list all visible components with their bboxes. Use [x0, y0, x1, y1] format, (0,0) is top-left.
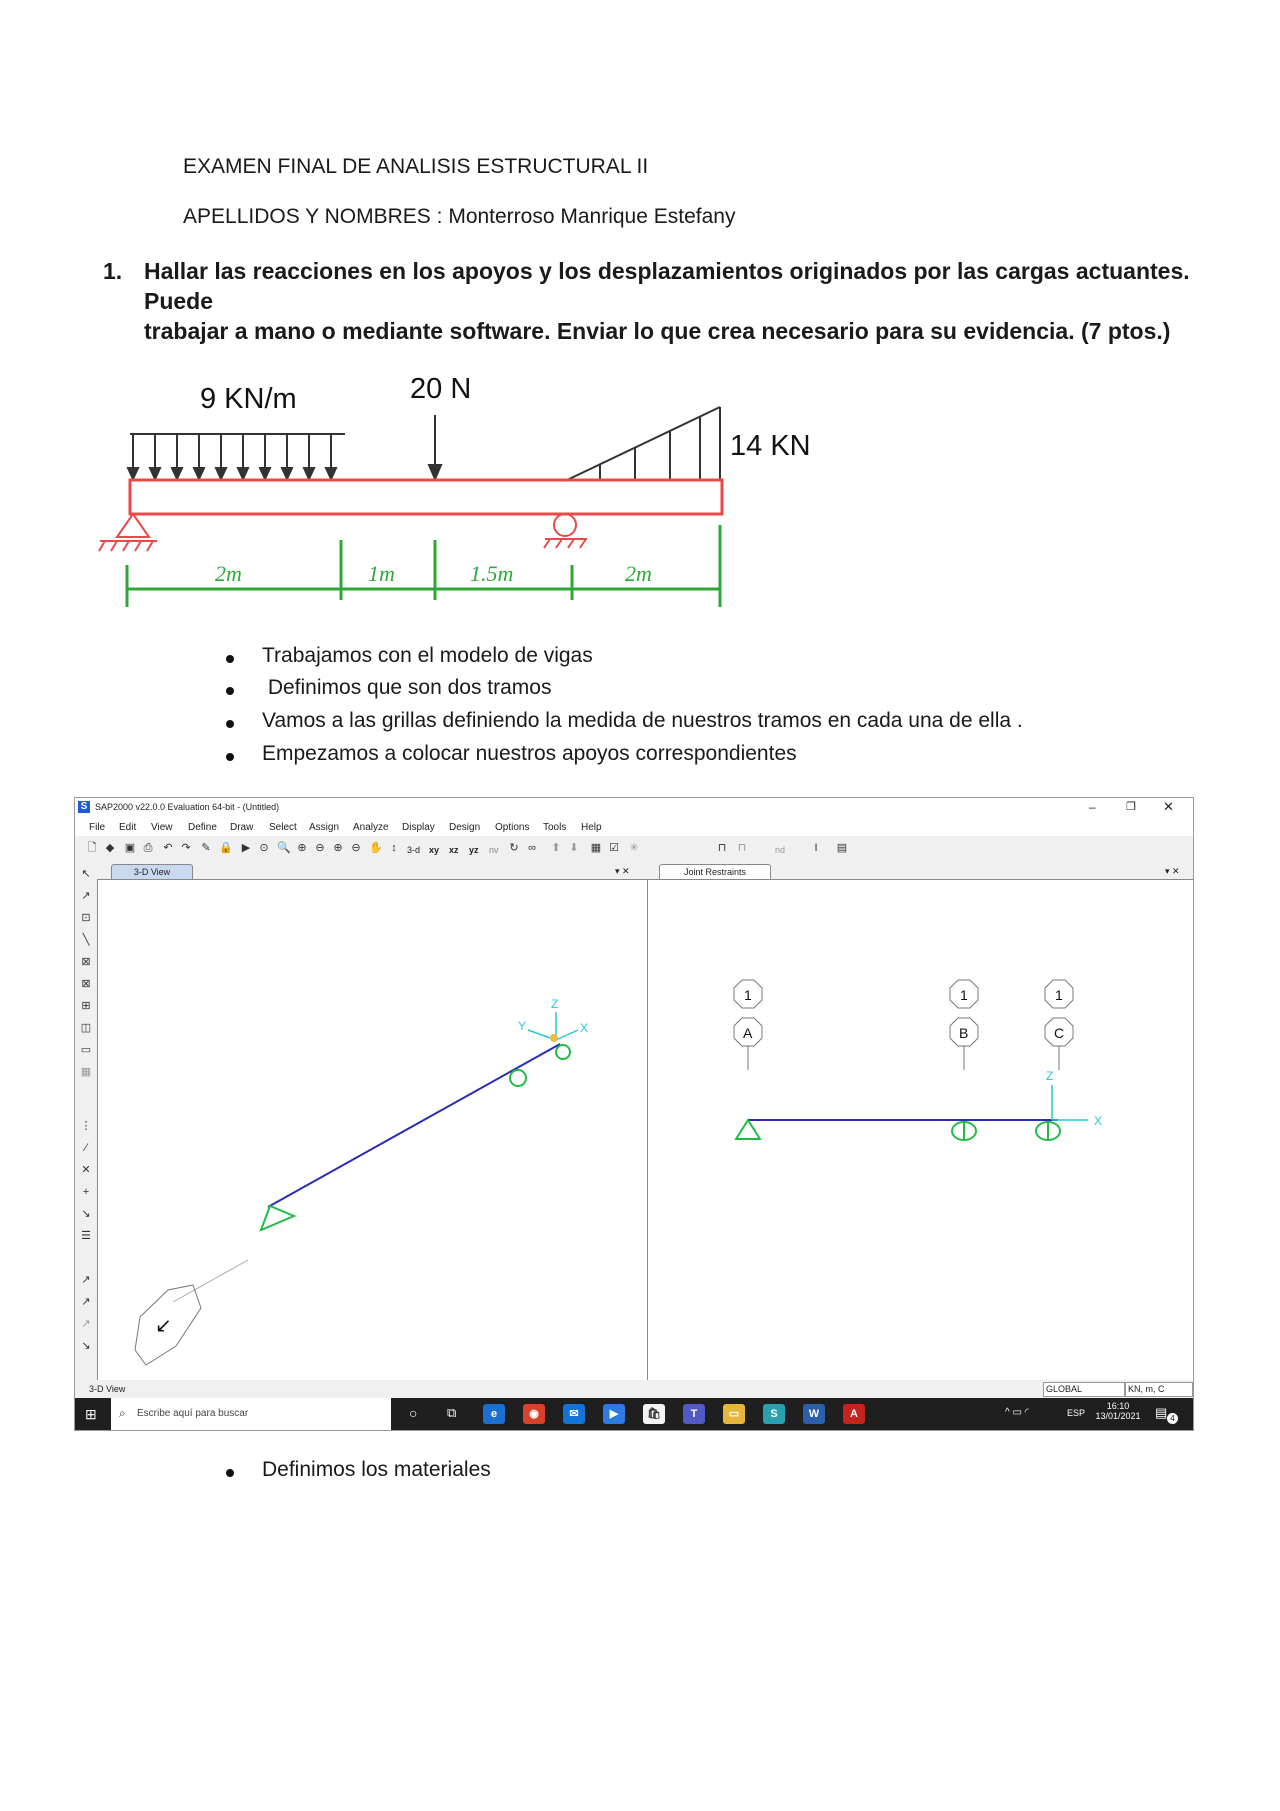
roller-support-2d	[952, 1122, 976, 1140]
dim-label-4: 2m	[625, 561, 652, 586]
status-view-label: 3-D View	[89, 1384, 126, 1394]
print-icon[interactable]: ⎙	[143, 842, 153, 854]
open-icon[interactable]: ◆	[105, 842, 115, 854]
cursor-a-icon[interactable]: ↗	[81, 1274, 91, 1286]
menu-analyze[interactable]: Analyze	[353, 822, 389, 833]
left-toolbar	[75, 860, 97, 1380]
grid-bubble-num-b: 1	[960, 987, 968, 1003]
origin-marker	[550, 1034, 558, 1042]
tri-load-label: 14 KN	[730, 430, 811, 462]
dim-label-2: 1m	[368, 561, 395, 586]
cursor-b-icon[interactable]: ↗	[81, 1296, 91, 1308]
frame-icon[interactable]: ⊓	[717, 842, 727, 854]
zoom-all-icon[interactable]: ⊕	[333, 842, 343, 854]
dim-label-3: 1.5m	[470, 561, 514, 586]
grid-icon[interactable]: ▦	[590, 842, 602, 854]
view-xz-button[interactable]: xz	[449, 845, 459, 855]
bullet-marker	[226, 753, 234, 761]
roller-support-2d-end	[1036, 1122, 1060, 1140]
list-icon[interactable]: ☰	[81, 1230, 91, 1242]
tray-language[interactable]: ESP	[1067, 1408, 1086, 1418]
up-arrow-icon[interactable]: ⬆	[551, 842, 561, 854]
bullet-item-materials: Definimos los materiales	[262, 1458, 491, 1481]
windows-taskbar	[75, 1398, 1193, 1430]
area-draw-icon[interactable]: ◫	[80, 1022, 92, 1034]
menu-select[interactable]: Select	[269, 822, 297, 833]
edge-icon[interactable]: e	[483, 1404, 505, 1424]
rotate-icon[interactable]: ↕	[391, 842, 397, 854]
menu-options[interactable]: Options	[495, 822, 530, 833]
down-arrow-icon[interactable]: ⬇	[569, 842, 579, 854]
roller-support-3d	[510, 1070, 526, 1086]
area-icon[interactable]: ▤	[836, 842, 848, 854]
taskbar-clock[interactable]	[1093, 1401, 1143, 1421]
search-icon: ⌕	[119, 1406, 126, 1420]
pointer-icon[interactable]: ↖	[81, 868, 91, 880]
glasses-icon[interactable]: ∞	[528, 842, 536, 854]
point-load-label: 20 N	[410, 373, 472, 405]
pan-icon[interactable]: ✋	[369, 842, 383, 854]
teams-icon[interactable]: T	[683, 1404, 705, 1424]
search-placeholder: Escribe aquí para buscar	[137, 1408, 249, 1419]
status-bar	[75, 1380, 1193, 1398]
bullet-marker	[226, 720, 234, 728]
sap-title-bar	[75, 798, 1193, 818]
roller-support-3d-end	[556, 1045, 570, 1059]
task-view-icon[interactable]: ⧉	[447, 1405, 457, 1420]
grid-bubble-num-a: 1	[744, 987, 752, 1003]
point-load-arrow	[429, 415, 441, 479]
undo-icon[interactable]: ↶	[163, 842, 173, 854]
cursor-d-icon[interactable]: ↘	[81, 1340, 91, 1352]
intersect-icon[interactable]: ✕	[81, 1164, 91, 1176]
menu-assign[interactable]: Assign	[309, 822, 340, 833]
axis-x-label: X	[580, 1021, 589, 1035]
select-pointer-icon[interactable]: ∕	[85, 1142, 87, 1154]
sap-logo-icon: S	[78, 801, 90, 813]
options-icon[interactable]: ✳	[629, 842, 639, 854]
word-icon[interactable]: W	[803, 1404, 825, 1424]
select-all-icon[interactable]: ⋮	[80, 1120, 92, 1132]
dist-load-label: 9 KN/m	[200, 383, 297, 415]
acrobat-icon[interactable]: A	[843, 1404, 865, 1424]
sap2000-window	[74, 797, 1194, 1431]
menu-tools[interactable]: Tools	[543, 822, 567, 833]
zoom-out-icon[interactable]: ⊖	[315, 842, 325, 854]
units-select[interactable]: KN, m, C	[1125, 1382, 1193, 1397]
run-icon[interactable]: ▶	[241, 842, 251, 854]
menu-display[interactable]: Display	[402, 822, 435, 833]
sap-window-title: SAP2000 v22.0.0 Evaluation 64-bit - (Untitled)	[95, 802, 280, 812]
nd-button[interactable]: nd	[775, 845, 786, 855]
zoom-window-icon[interactable]: 🔍	[277, 842, 291, 854]
pane-close-icon-right[interactable]: ▾ ✕	[1165, 866, 1180, 876]
rect-area-icon[interactable]: ▭	[80, 1044, 92, 1056]
cortana-icon[interactable]: ○	[409, 1405, 418, 1421]
solid-icon[interactable]: ▦	[80, 1066, 92, 1078]
chrome-icon[interactable]: ◉	[523, 1404, 545, 1424]
bullet-marker	[226, 687, 234, 695]
view-xy-button[interactable]: xy	[429, 845, 440, 855]
menu-help[interactable]: Help	[581, 822, 602, 833]
coord-system-select[interactable]: GLOBAL	[1043, 1382, 1125, 1397]
bullet-item-2: Definimos que son dos tramos	[262, 676, 552, 699]
bullet-item-3: Vamos a las grillas definiendo la medida de nuestros tramos en cada una de ella .	[262, 709, 1023, 732]
clock-date: 13/01/2021	[1095, 1411, 1141, 1421]
view-yz-button[interactable]: yz	[469, 845, 479, 855]
bullet-marker	[226, 1469, 234, 1477]
bullet-item-4: Empezamos a colocar nuestros apoyos correspondientes	[262, 742, 797, 765]
axis-y-label: Y	[518, 1019, 527, 1033]
brace-icon[interactable]: ⊠	[81, 978, 91, 990]
draw-frame-icon[interactable]: ╲	[82, 934, 90, 946]
joint-icon[interactable]: ⊡	[81, 912, 91, 924]
pane-joint-restraints[interactable]	[647, 879, 1194, 1381]
beam-figure	[95, 355, 835, 615]
mail-icon[interactable]: ✉	[563, 1404, 585, 1424]
tray-icons[interactable]: ^ ▭ ◜	[1005, 1407, 1029, 1418]
pin-support	[99, 514, 157, 551]
pin-support-2d	[736, 1120, 760, 1139]
grid-bubble-num-c: 1	[1055, 987, 1063, 1003]
cursor-c-icon[interactable]: ↗	[81, 1318, 91, 1330]
pencil-icon[interactable]: ✎	[201, 842, 211, 854]
menu-define[interactable]: Define	[188, 822, 217, 833]
axis-bubble-leader	[173, 1260, 248, 1302]
question-text	[144, 256, 1224, 346]
student-name-line: APELLIDOS Y NOMBRES : Monterroso Manrique Estefany	[183, 205, 736, 228]
zoom-prev-icon[interactable]: ⊖	[351, 842, 361, 854]
menu-file[interactable]: File	[89, 822, 106, 833]
minimize-icon[interactable]: –	[1089, 800, 1096, 814]
menu-bar	[75, 818, 1193, 836]
close-icon[interactable]: ✕	[1163, 799, 1174, 814]
menu-draw[interactable]: Draw	[230, 822, 254, 833]
restore-icon[interactable]: ❐	[1126, 801, 1136, 813]
run-step-icon[interactable]: ⊙	[259, 842, 269, 854]
view-nv-button[interactable]: nv	[489, 845, 499, 855]
grid-bubble-letter-c: C	[1054, 1025, 1065, 1041]
question-line-1: Hallar las reacciones en los apoyos y los desplazamientos originados por las cargas actuantes. Puede	[144, 258, 1190, 314]
check-icon[interactable]: ☑	[609, 842, 619, 854]
beam	[130, 480, 722, 514]
dim-label-1: 2m	[215, 561, 242, 586]
question-line-2: trabajar a mano o mediante software. Enviar lo que crea necesario para su evidencia. (7 ptos.)	[144, 318, 1171, 344]
snap-end-icon[interactable]: ↘	[81, 1208, 91, 1220]
axis-x-label-2d: X	[1094, 1114, 1103, 1128]
save-icon[interactable]: ▣	[124, 842, 136, 854]
axis-z-label-2d: Z	[1046, 1069, 1054, 1083]
pane-3d-view[interactable]	[97, 879, 649, 1381]
3d-beam-line	[268, 1044, 560, 1207]
distributed-load-arrows	[128, 434, 345, 479]
windows-start-icon[interactable]: ⊞	[85, 1406, 97, 1422]
reshape-icon[interactable]: ↗	[81, 890, 91, 902]
quick-frame-icon[interactable]: ⊠	[81, 956, 91, 968]
question-number: 1.	[103, 258, 123, 284]
roller-support	[544, 514, 587, 548]
bullet-marker	[226, 655, 234, 663]
pin-support-3d	[261, 1206, 294, 1230]
folder-icon[interactable]: ▭	[723, 1404, 745, 1424]
lock-icon[interactable]: 🔒	[219, 842, 233, 854]
tab-joint-restraints[interactable]: Joint Restraints	[659, 864, 771, 880]
axis-triad-2d	[1052, 1085, 1088, 1120]
view-3d-button[interactable]: 3-d	[407, 845, 421, 855]
triangular-load	[565, 407, 720, 481]
secondary-icon[interactable]: ⊞	[81, 1000, 91, 1012]
notification-icon[interactable]: ▤	[1155, 1405, 1168, 1420]
sap2000-taskbar-icon[interactable]: S	[763, 1404, 785, 1424]
toolbar	[75, 836, 1193, 860]
zoom-app-icon[interactable]: ▶	[603, 1404, 625, 1424]
axis-z-label: Z	[551, 997, 559, 1011]
menu-design[interactable]: Design	[449, 822, 481, 833]
taskbar-search-box[interactable]	[111, 1398, 391, 1430]
section-icon[interactable]: I	[814, 842, 818, 854]
menu-edit[interactable]: Edit	[119, 822, 137, 833]
pane-close-icon[interactable]: ▾ ✕	[615, 866, 630, 876]
store-icon[interactable]: 🛍	[643, 1404, 665, 1424]
refresh-icon[interactable]: ↻	[509, 842, 519, 854]
frame2-icon[interactable]: ⊓	[737, 842, 747, 854]
zoom-in-icon[interactable]: ⊕	[297, 842, 307, 854]
grid-bubble-letter-a: A	[743, 1025, 753, 1041]
clock-time: 16:10	[1106, 1401, 1130, 1411]
exam-title: EXAMEN FINAL DE ANALISIS ESTRUCTURAL II	[183, 155, 649, 178]
joint-restraints-canvas	[648, 880, 1193, 1380]
menu-view[interactable]: View	[151, 822, 173, 833]
snap-icon[interactable]: +	[82, 1186, 90, 1198]
bubble-arrow-glyph: ↙	[155, 1315, 172, 1337]
new-file-icon[interactable]: 🗋	[87, 842, 97, 854]
bullet-item-1: Trabajamos con el modelo de vigas	[262, 644, 593, 667]
notification-count: 4	[1167, 1413, 1178, 1424]
grid-bubbles	[734, 980, 1073, 1070]
redo-icon[interactable]: ↷	[181, 842, 191, 854]
grid-bubble-letter-b: B	[959, 1025, 969, 1041]
tab-3d-view[interactable]: 3-D View	[111, 864, 193, 880]
3d-view-canvas	[98, 880, 648, 1380]
